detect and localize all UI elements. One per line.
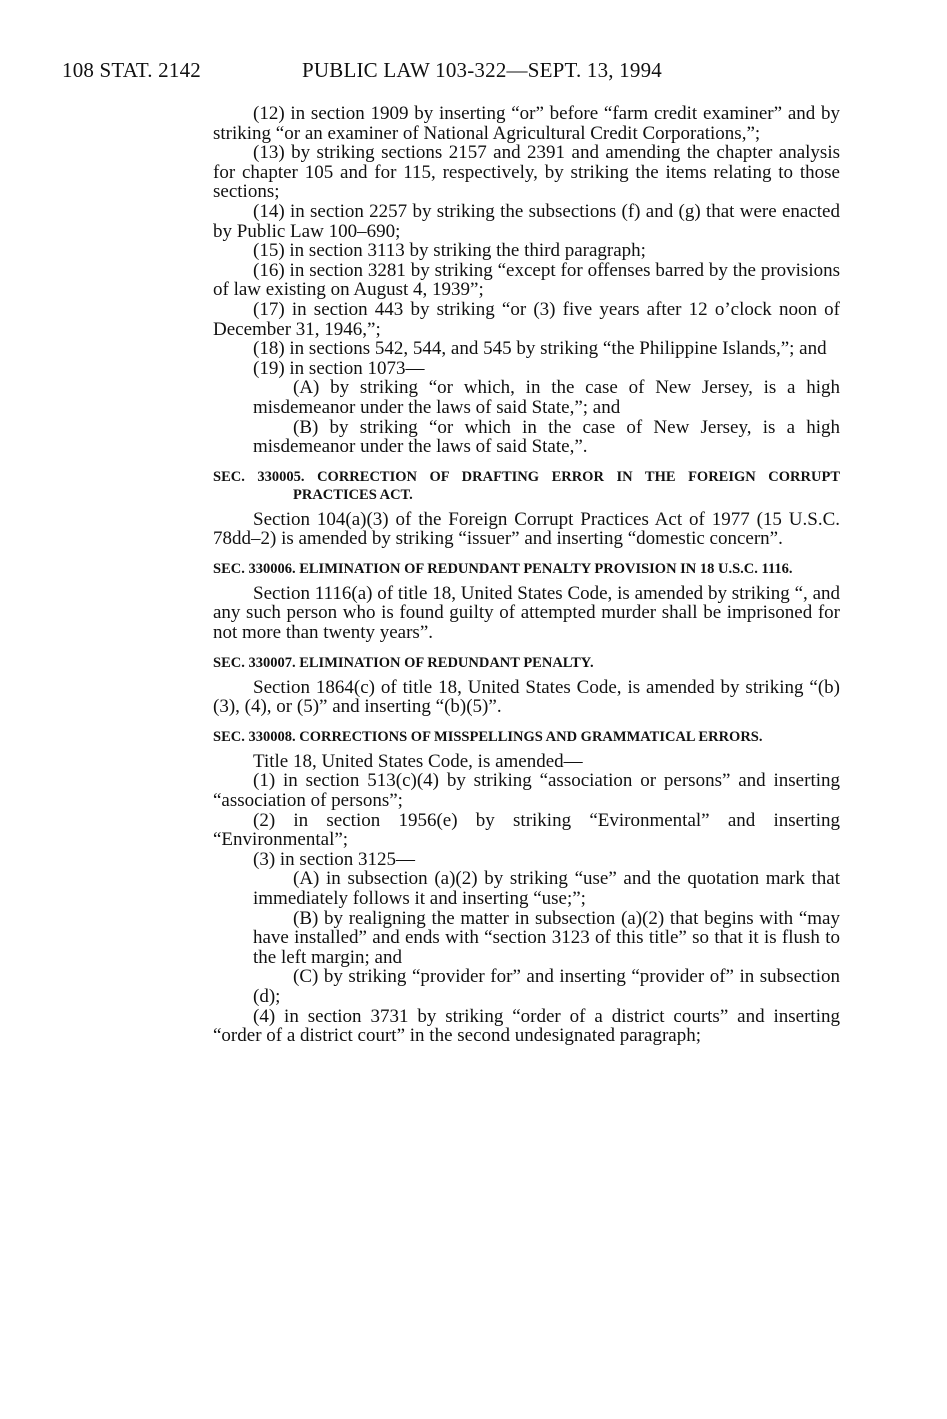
- sub-list-item: (B) by striking “or which in the case of New Jersey, is a high misdemeanor under the laws of said State,”.: [253, 416, 840, 458]
- section-number: SEC. 330006.: [213, 560, 296, 577]
- list-item: (17) in section 443 by striking “or (3) five years after 12 o’clock noon of December 31, 1946,”;: [213, 298, 840, 340]
- list-item: (16) in section 3281 by striking “except for offenses barred by the provisions of law existing on August 4, 1939”;: [213, 259, 840, 301]
- list-item: (14) in section 2257 by striking the subsections (f) and (g) that were enacted by Public Law 100–690;: [213, 200, 840, 242]
- list-item: (19) in section 1073—: [253, 357, 425, 379]
- section-intro: Title 18, United States Code, is amended—: [253, 750, 583, 772]
- sub-list-item: (C) by striking “provider for” and inserting “provider of” in subsection (d);: [253, 966, 840, 1007]
- sub-list-item: (A) by striking “or which, in the case of New Jersey, is a high misdemeanor under the laws of said State,”; and: [253, 377, 840, 418]
- list-item: (15) in section 3113 by striking the third paragraph;: [253, 240, 646, 262]
- list-item: (18) in sections 542, 544, and 545 by striking “the Philippine Islands,”; and: [253, 338, 827, 360]
- list-item: (13) by striking sections 2157 and 2391 and amending the chapter analysis for chapter 105 and for 115, respectively, by striking the items relating to those sections;: [213, 142, 840, 203]
- running-header: [62, 58, 852, 88]
- section-title: ELIMINATION OF REDUNDANT PENALTY PROVISION IN 18 U.S.C. 1116.: [299, 560, 793, 577]
- section-text: Section 1116(a) of title 18, United States Code, is amended by striking “, and any such person who is found guilty of attempted murder shall be imprisoned for not more than twenty years”.: [213, 582, 840, 644]
- section-heading: [213, 468, 840, 504]
- list-item: (3) in section 3125—: [253, 848, 416, 870]
- sub-list-item: (B) by realigning the matter in subsection (a)(2) that begins with “may have installed” and ends with “section 3123 of this title” so that it is flush to the left margin; and: [253, 907, 840, 968]
- section-number: SEC. 330007.: [213, 654, 296, 671]
- list-item: (1) in section 513(c)(4) by striking “association or persons” and inserting “association of persons”;: [213, 770, 840, 812]
- section-title: ELIMINATION OF REDUNDANT PENALTY.: [299, 654, 594, 671]
- page-body: [213, 104, 840, 1046]
- sub-list-item: (A) in subsection (a)(2) by striking “use” and the quotation mark that immediately follows it and inserting “use;”;: [253, 868, 840, 909]
- section-number: SEC. 330008.: [213, 728, 296, 745]
- statute-page-number: 108 STAT. 2142: [62, 58, 201, 82]
- section-heading: [213, 728, 840, 746]
- list-item: (4) in section 3731 by striking “order of a district courts” and inserting “order of a district court” in the second undesignated paragraph;: [213, 1005, 840, 1047]
- section-title: CORRECTION OF DRAFTING ERROR IN THE FOREIGN CORRUPT PRACTICES ACT.: [293, 468, 840, 503]
- section-text: Section 1864(c) of title 18, United States Code, is amended by striking “(b) (3), (4), or (5)” and inserting “(b)(5)”.: [213, 676, 840, 718]
- section-heading: [213, 560, 840, 578]
- section-heading: [213, 654, 840, 672]
- list-item: (12) in section 1909 by inserting “or” before “farm credit examiner” and by striking “or an examiner of National Agricultural Credit Corporations,”;: [213, 103, 840, 144]
- list-item: (2) in section 1956(e) by striking “Evironmental” and inserting “Environmental”;: [213, 809, 840, 851]
- section-title: CORRECTIONS OF MISSPELLINGS AND GRAMMATICAL ERRORS.: [299, 728, 763, 745]
- section-text: Section 104(a)(3) of the Foreign Corrupt Practices Act of 1977 (15 U.S.C. 78dd–2) is amended by striking “issuer” and inserting “domestic concern”.: [213, 508, 840, 550]
- section-number: SEC. 330005.: [213, 468, 305, 485]
- public-law-citation: PUBLIC LAW 103-322—SEPT. 13, 1994: [302, 58, 662, 82]
